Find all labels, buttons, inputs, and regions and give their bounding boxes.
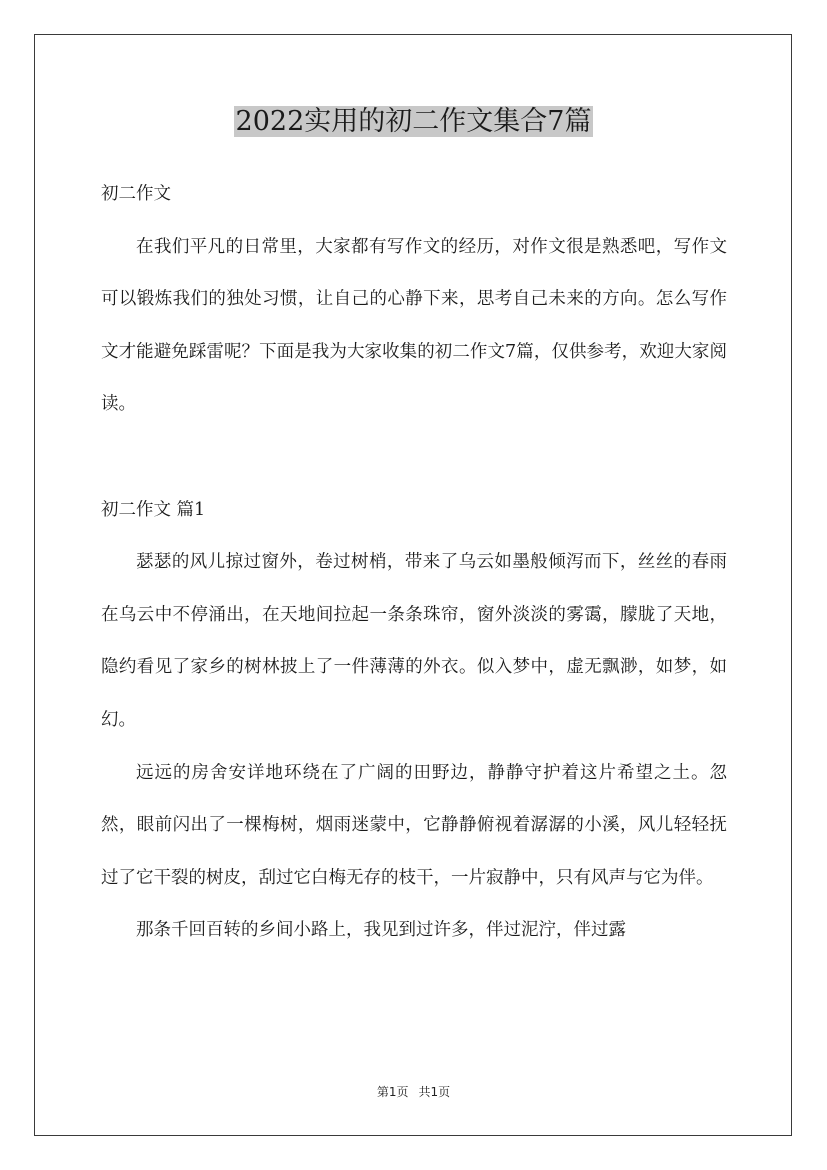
- section-paragraph-3: 那条千回百转的乡间小路上，我见到过许多，伴过泥泞，伴过露: [136, 920, 626, 941]
- page-footer: [0, 1083, 827, 1101]
- page-total: 共1页: [418, 1085, 451, 1099]
- intro-paragraph: 在我们平凡的日常里，大家都有写作文的经历，对作文很是熟悉吧，写作文可以锻炼我们的独处习惯，让自己的心静下来，思考自己未来的方向。怎么写作文才能避免踩雷呢？下面是我为大家收集的初二作文7篇，仅供参考，欢迎大家阅读。: [101, 236, 727, 415]
- document-title: [0, 102, 827, 142]
- intro-heading: 初二作文: [101, 184, 171, 204]
- section-paragraph-1: 瑟瑟的风儿掠过窗外，卷过树梢，带来了乌云如墨般倾泻而下，丝丝的春雨在乌云中不停涌出，在天地间拉起一条条珠帘，窗外淡淡的雾霭，朦胧了天地，隐约看见了家乡的树林披上了一件薄薄的外衣。似入梦中，虚无飘渺，如梦，如幻。: [101, 552, 727, 730]
- document-title-text: 2022实用的初二作文集合7篇: [235, 106, 592, 137]
- page-number: 第1页: [376, 1085, 409, 1099]
- section-heading: 初二作文 篇1: [101, 499, 206, 520]
- section-paragraph-2: 远远的房舍安详地环绕在了广阔的田野边，静静守护着这片希望之土。忽然，眼前闪出了一棵梅树，烟雨迷蒙中，它静静俯视着潺潺的小溪，风儿轻轻抚过了它干裂的树皮，刮过它白梅无存的枝干，一片寂静中，只有风声与它为伴。: [101, 762, 727, 888]
- section-spacer: [101, 431, 727, 484]
- document-body: [101, 168, 727, 957]
